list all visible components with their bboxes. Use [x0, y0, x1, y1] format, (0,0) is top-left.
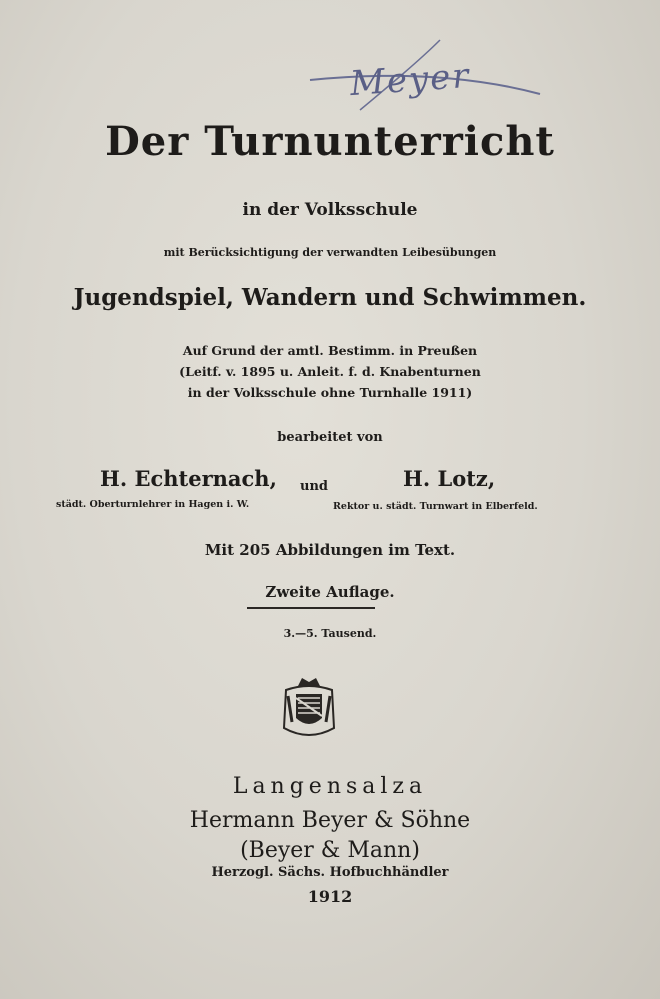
edition-underline	[247, 607, 375, 609]
handwritten-signature	[300, 30, 560, 120]
city-line: Langensalza	[232, 774, 428, 799]
consideration-line: mit Berücksichtigung der verwandten Leibesübungen	[163, 246, 497, 259]
edited-by: bearbeitet von	[277, 430, 383, 445]
author1-name: H. Echternach,	[100, 466, 277, 491]
publisher-alt-line: (Beyer & Mann)	[240, 838, 420, 863]
author2-role: Rektor u. städt. Turnwart in Elberfeld.	[333, 501, 538, 512]
basis-line-2: (Leitf. v. 1895 u. Anleit. f. d. Knabenturnen	[179, 364, 481, 379]
edition-line: Zweite Auflage.	[265, 583, 395, 601]
author1-role: städt. Oberturnlehrer in Hagen i. W.	[56, 499, 250, 510]
book-subtitle: in der Volksschule	[242, 200, 418, 220]
coat-of-arms-emblem	[278, 676, 340, 740]
year-line: 1912	[307, 887, 353, 906]
basis-line-3: in der Volksschule ohne Turnhalle 1911)	[187, 385, 473, 400]
topics-line: Jugendspiel, Wandern und Schwimmen.	[73, 284, 587, 311]
thousand-line: 3.—5. Tausend.	[283, 627, 377, 640]
publisher-line: Hermann Beyer & Söhne	[189, 808, 471, 833]
signature-text: Meyer	[348, 55, 472, 105]
basis-line-1: Auf Grund der amtl. Bestimm. in Preußen	[182, 343, 478, 358]
book-title: Der Turnunterricht	[105, 118, 555, 165]
conjunction: und	[300, 479, 328, 494]
publisher-title-line: Herzogl. Sächs. Hofbuchhändler	[211, 865, 449, 880]
illustrations-line: Mit 205 Abbildungen im Text.	[204, 541, 456, 559]
author2-name: H. Lotz,	[403, 466, 496, 491]
